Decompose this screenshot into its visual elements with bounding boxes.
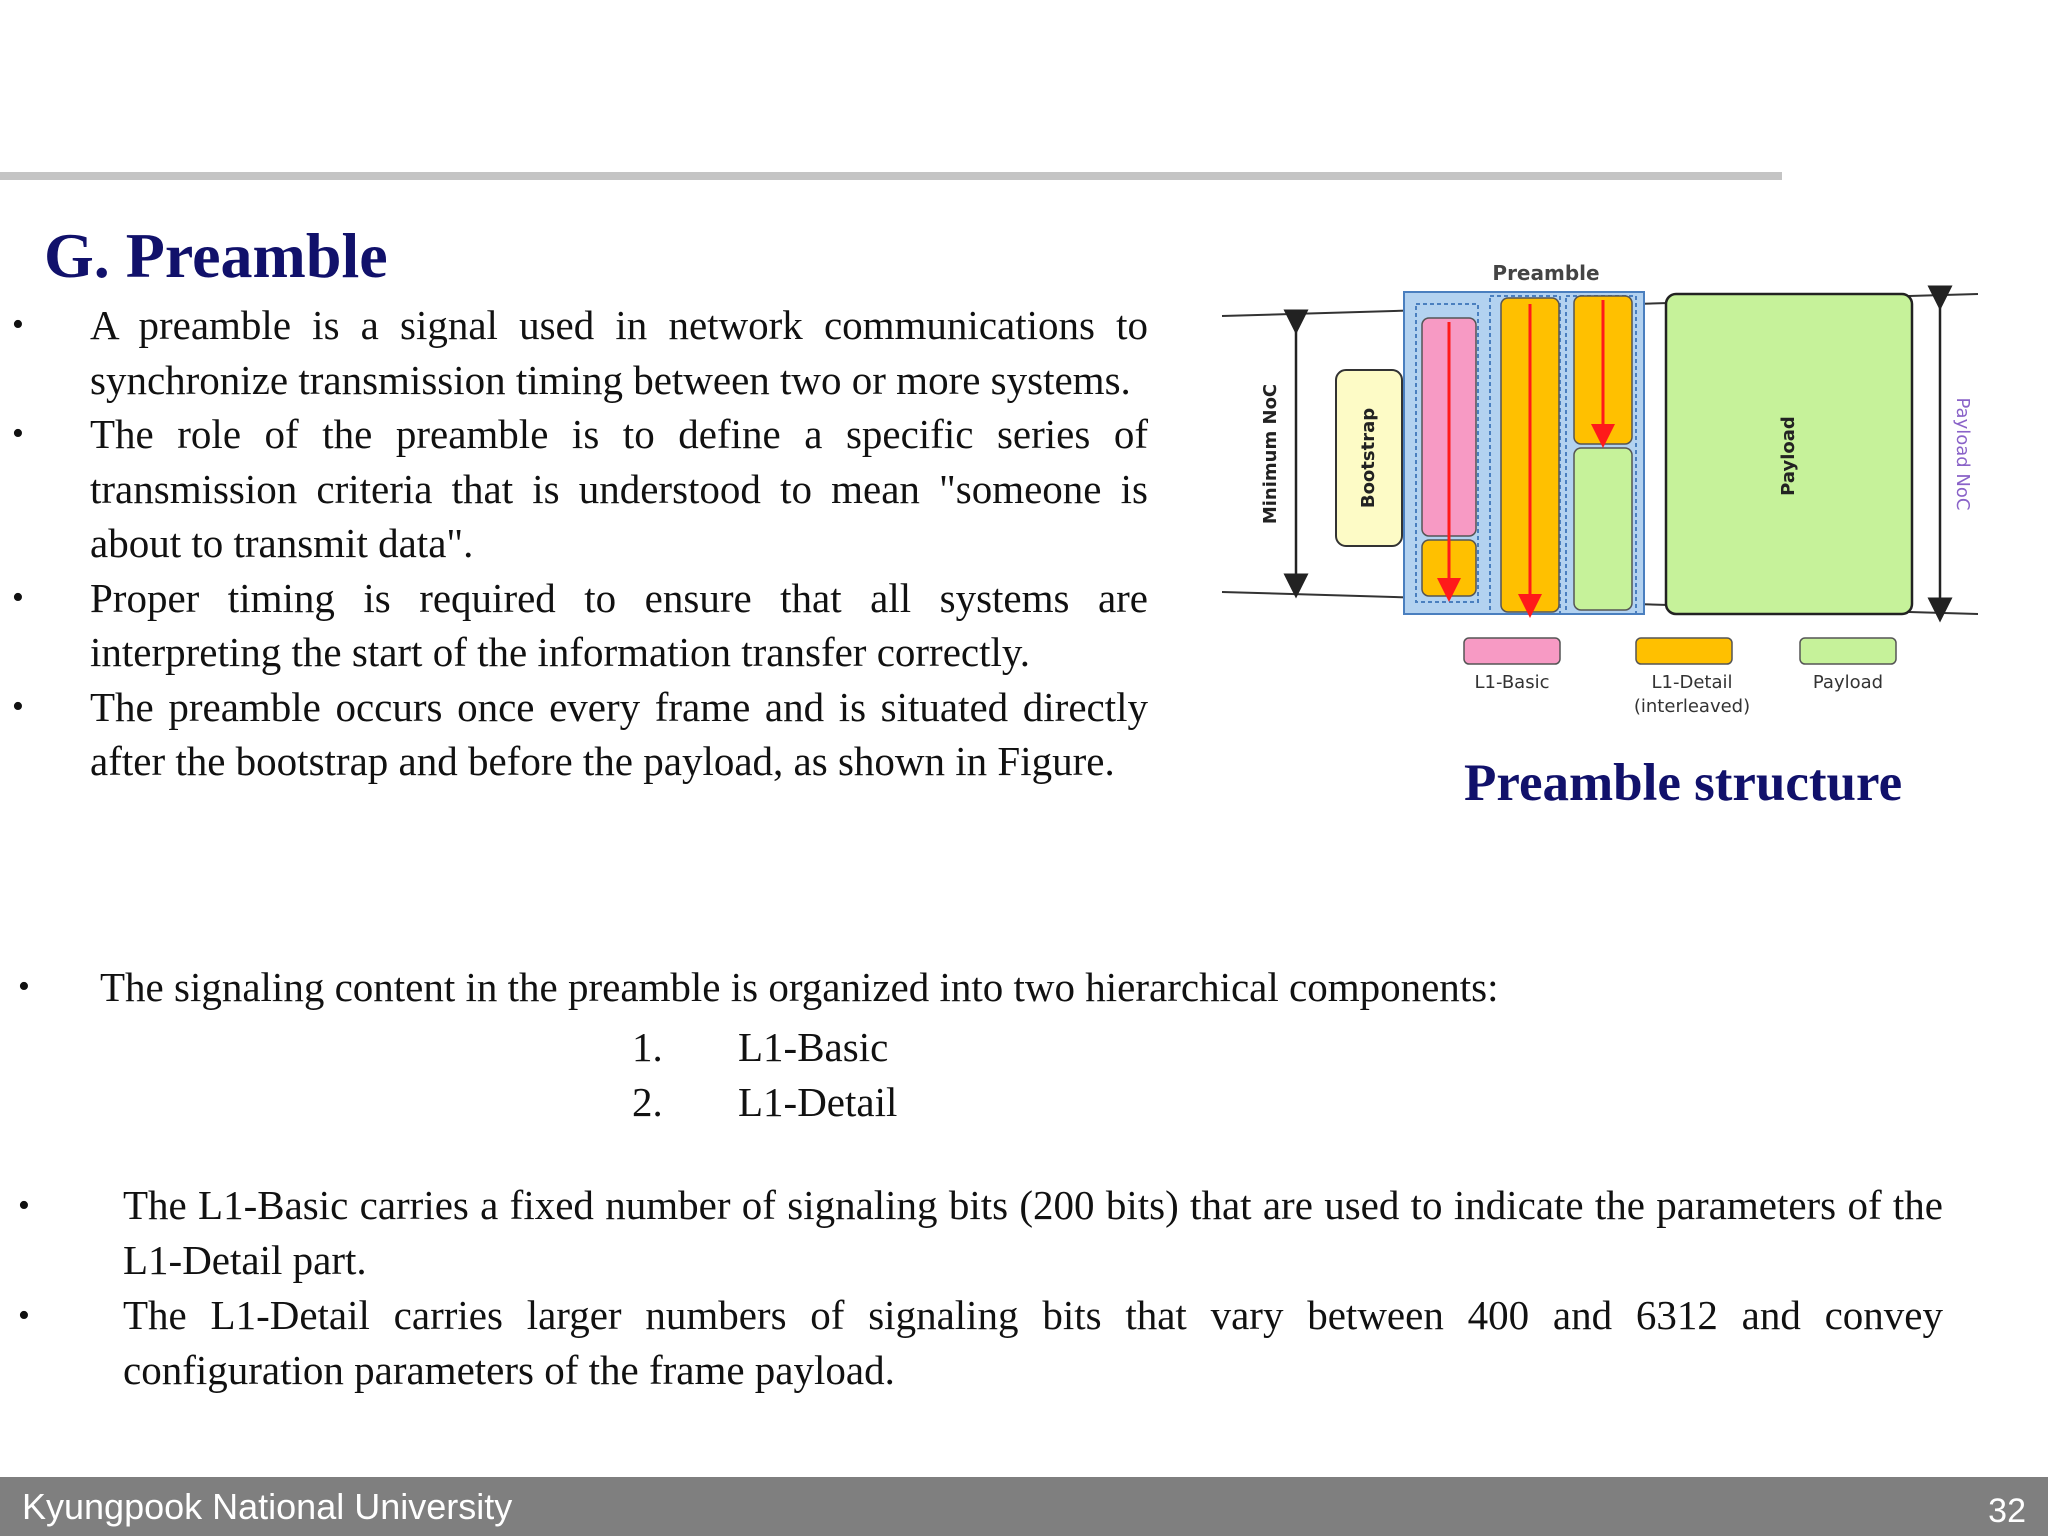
top-divider — [0, 172, 1782, 180]
bootstrap-label: Bootstrap — [1358, 407, 1379, 509]
numbered-item — [632, 1075, 897, 1130]
bullet-item: • The L1-Basic carries a fixed number of signaling bits (200 bits) that are used to indicate the parameters of the L1-Detail part. — [123, 1178, 1943, 1288]
bullet-item: • A preamble is a signal used in network communications to synchronize transmission timing between two or more systems. — [90, 298, 1148, 407]
components-bullet-list — [100, 960, 1700, 1014]
payload-noc-label: Payload NoC — [1952, 397, 1973, 511]
footer-bar — [0, 1477, 2048, 1536]
item-number: 1. — [632, 1024, 663, 1070]
intro-bullet-list — [90, 298, 1148, 789]
footer-organization: Kyungpook National University — [22, 1486, 513, 1527]
components-numbered-list — [632, 1020, 897, 1130]
legend-label-l1-detail: L1-Detail — [1651, 672, 1733, 693]
bullet-item: • The signaling content in the preamble is organized into two hierarchical components: — [100, 960, 1700, 1014]
legend-swatch-l1-basic — [1464, 638, 1560, 664]
item-number: 2. — [632, 1079, 663, 1125]
bullet-item: • Proper timing is required to ensure that all systems are interpreting the start of the information transfer correctly. — [90, 571, 1148, 680]
interleaved-payload-block — [1574, 448, 1632, 610]
detail-bullet-list — [123, 1178, 1943, 1398]
legend-label-payload: Payload — [1812, 672, 1884, 693]
slide-title: G. Preamble — [44, 220, 388, 291]
bullet-item: • The role of the preamble is to define a specific series of transmission criteria that is understood to mean "someone is about to transmit data". — [90, 407, 1148, 571]
legend-label-l1-basic: L1-Basic — [1474, 672, 1550, 693]
minimum-noc-label: Minimum NoC — [1260, 383, 1281, 525]
payload-block-label: Payload — [1778, 416, 1799, 496]
figure-caption: Preamble structure — [1464, 754, 1903, 812]
item-label: L1-Basic — [738, 1024, 889, 1070]
figure-title: Preamble — [1492, 261, 1600, 285]
page-number: 32 — [1988, 1492, 2026, 1530]
item-label: L1-Detail — [738, 1079, 898, 1125]
legend-swatch-l1-detail — [1636, 638, 1732, 664]
preamble-diagram — [1218, 256, 1978, 726]
numbered-item — [632, 1020, 897, 1075]
legend-swatch-payload — [1800, 638, 1896, 664]
legend-sublabel-interleaved: (interleaved) — [1633, 696, 1751, 717]
bullet-item: • The preamble occurs once every frame and is situated directly after the bootstrap and before the payload, as shown in Figure. — [90, 680, 1148, 789]
preamble-structure-figure — [1218, 256, 1978, 726]
bullet-item: • The L1-Detail carries larger numbers of signaling bits that vary between 400 and 6312 and convey configuration parameters of the frame payload. — [123, 1288, 1943, 1398]
